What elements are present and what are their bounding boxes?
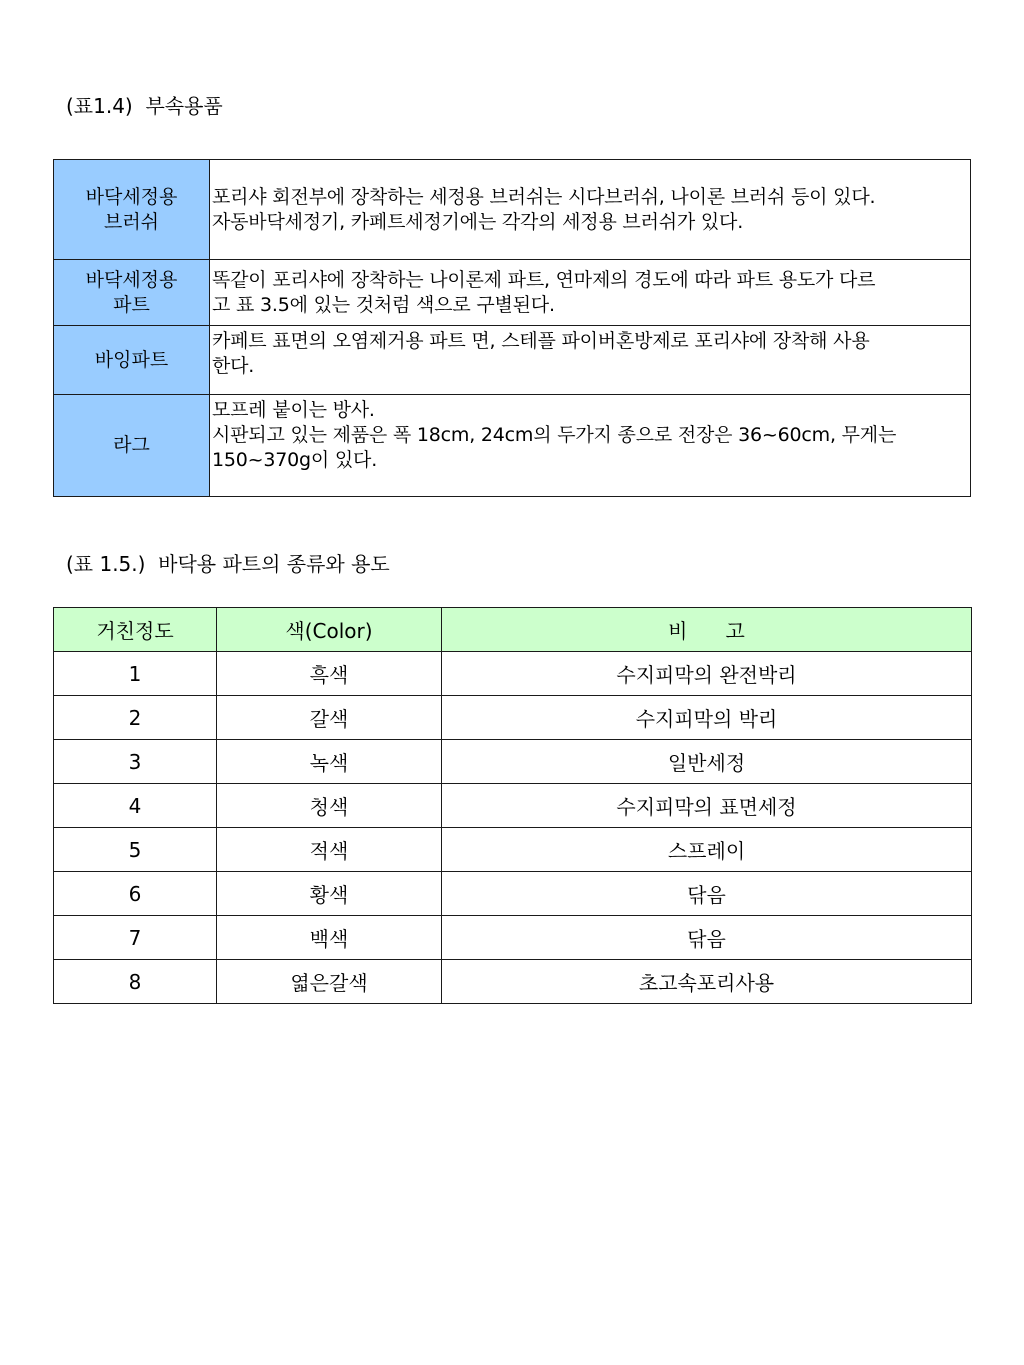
color-cell: 녹색 xyxy=(217,740,442,784)
table-row xyxy=(54,326,971,395)
coarseness-cell: 5 xyxy=(54,828,217,872)
floor-pad-types-table xyxy=(53,607,972,1004)
table-row xyxy=(54,160,971,260)
table-row xyxy=(54,395,971,497)
row-label-text: 바닥세정용 브러쉬 xyxy=(85,185,178,233)
row-label-floor-pad xyxy=(54,260,210,326)
remarks-cell: 닦음 xyxy=(442,916,972,960)
header-color: 색(Color) xyxy=(217,608,442,652)
row-label-floor-brush xyxy=(54,160,210,260)
row-label-bonnet-pad xyxy=(54,326,210,395)
coarseness-cell: 1 xyxy=(54,652,217,696)
coarseness-cell: 2 xyxy=(54,696,217,740)
color-cell: 청색 xyxy=(217,784,442,828)
remarks-cell: 수지피막의 표면세정 xyxy=(442,784,972,828)
coarseness-cell: 6 xyxy=(54,872,217,916)
header-coarseness: 거친정도 xyxy=(54,608,217,652)
remarks-cell: 수지피막의 박리 xyxy=(442,696,972,740)
table-row xyxy=(54,740,972,784)
color-cell: 백색 xyxy=(217,916,442,960)
coarseness-cell: 8 xyxy=(54,960,217,1004)
table-row xyxy=(54,784,972,828)
table-1-4-caption: (표1.4) 부속용품 xyxy=(66,94,223,118)
table-1-5-caption: (표 1.5.) 바닥용 파트의 종류와 용도 xyxy=(66,552,390,576)
color-cell: 갈색 xyxy=(217,696,442,740)
table-row xyxy=(54,960,972,1004)
row-label-text: 바닥세정용 파트 xyxy=(85,268,178,316)
remarks-cell: 스프레이 xyxy=(442,828,972,872)
accessories-table xyxy=(53,159,971,497)
table-row xyxy=(54,260,971,326)
remarks-cell: 초고속포리사용 xyxy=(442,960,972,1004)
row-label-rag xyxy=(54,395,210,497)
remarks-cell: 일반세정 xyxy=(442,740,972,784)
table-row xyxy=(54,872,972,916)
remarks-cell: 수지피막의 완전박리 xyxy=(442,652,972,696)
table-row xyxy=(54,916,972,960)
row-label-text: 라그 xyxy=(113,434,150,456)
coarseness-cell: 4 xyxy=(54,784,217,828)
remarks-cell: 닦음 xyxy=(442,872,972,916)
table-row xyxy=(54,652,972,696)
row-description: 카페트 표면의 오염제거용 파트 면, 스테플 파이버혼방제로 포리샤에 장착해 사용 한다. xyxy=(210,326,971,395)
table-row xyxy=(54,828,972,872)
coarseness-cell: 3 xyxy=(54,740,217,784)
row-description: 똑같이 포리샤에 장착하는 나이론제 파트, 연마제의 경도에 따라 파트 용도가 다르 고 표 3.5에 있는 것처럼 색으로 구별된다. xyxy=(210,260,971,326)
coarseness-cell: 7 xyxy=(54,916,217,960)
row-description: 포리샤 회전부에 장착하는 세정용 브러쉬는 시다브러쉬, 나이론 브러쉬 등이 있다. 자동바닥세정기, 카페트세정기에는 각각의 세정용 브러쉬가 있다. xyxy=(210,160,971,260)
table-header-row xyxy=(54,608,972,652)
table-row xyxy=(54,696,972,740)
row-label-text: 바잉파트 xyxy=(94,348,169,371)
row-description: 모프레 붙이는 방사. 시판되고 있는 제품은 폭 18cm, 24cm의 두가지 종으로 전장은 36~60cm, 무게는 150~370g이 있다. xyxy=(210,395,971,497)
color-cell: 엷은갈색 xyxy=(217,960,442,1004)
table-body xyxy=(54,652,972,1004)
color-cell: 흑색 xyxy=(217,652,442,696)
header-remarks: 비 고 xyxy=(442,608,972,652)
color-cell: 적색 xyxy=(217,828,442,872)
color-cell: 황색 xyxy=(217,872,442,916)
